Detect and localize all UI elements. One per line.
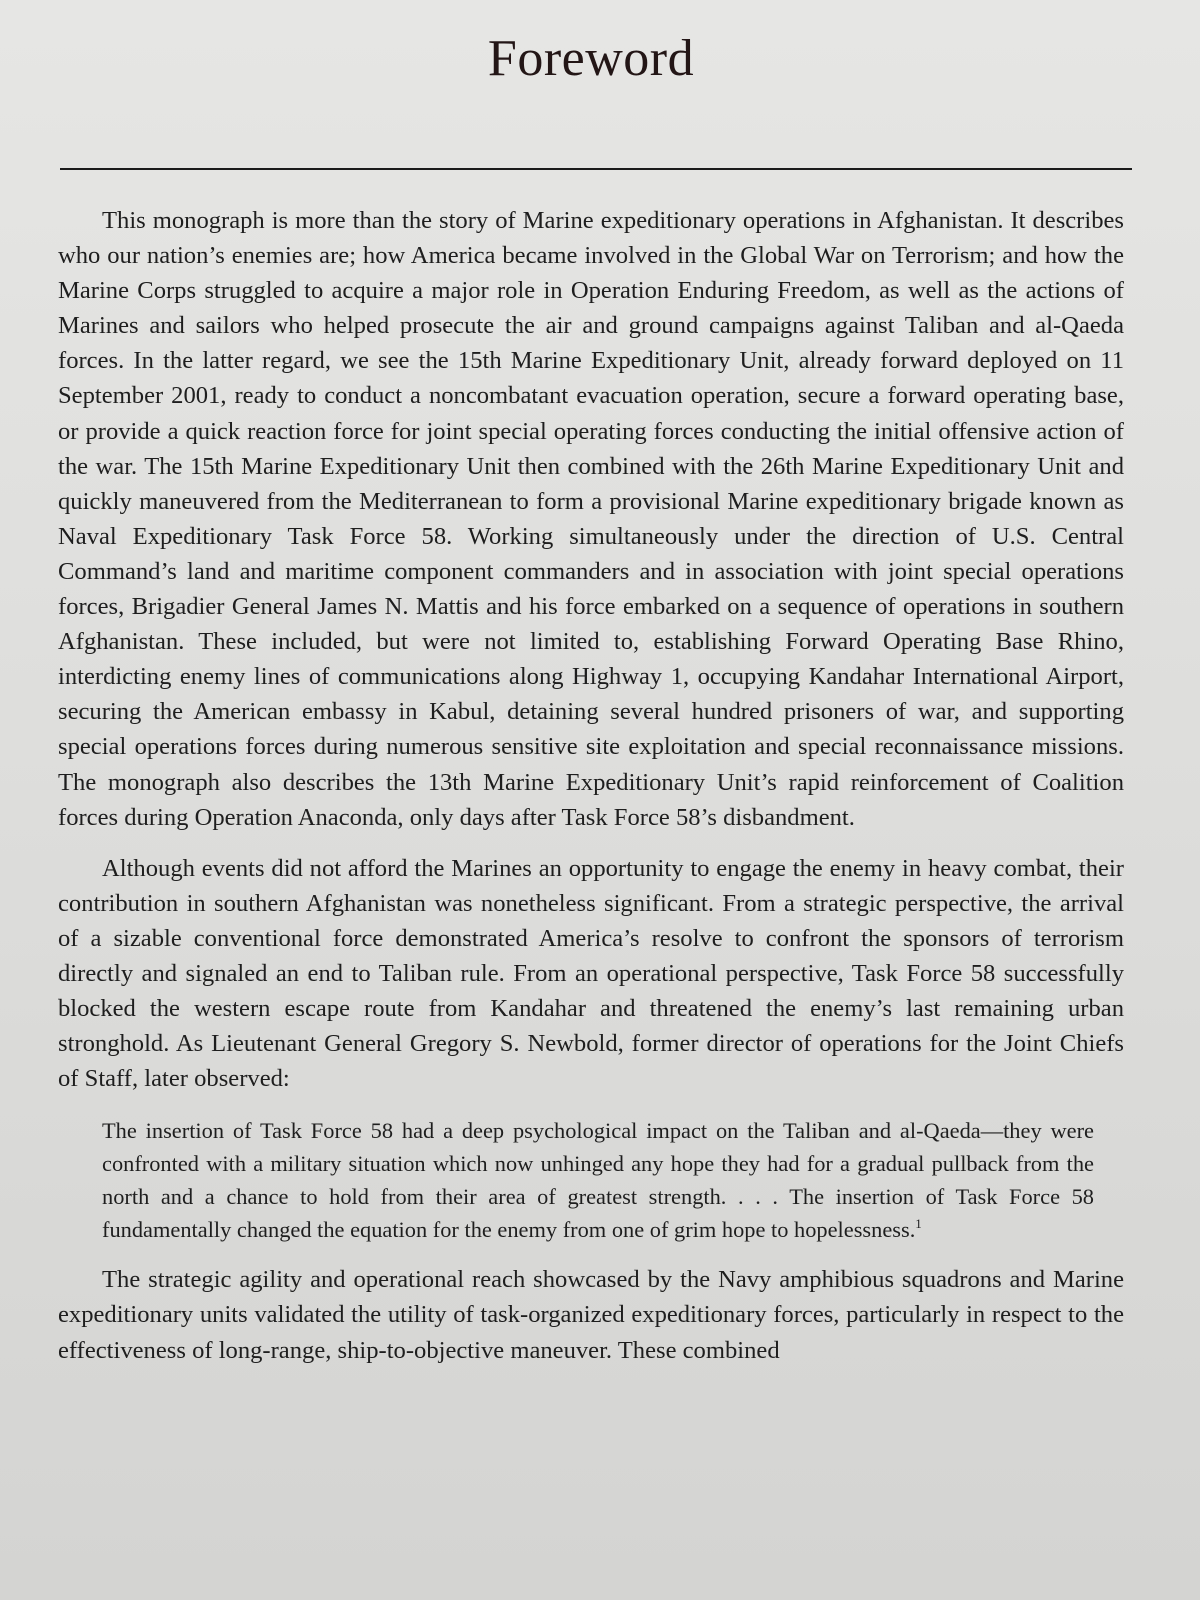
- paragraph-2: Although events did not afford the Marines an opportunity to engage the enemy in heavy combat, their contribution in southern Afghanistan was nonetheless significant. From a strategic perspective, the arrival of a sizable conventional force demonstrated America’s resolve to confront the sponsors of terrorism directly and signaled an end to Taliban rule. From an operational perspective, Task Force 58 successfully blocked the western escape route from Kandahar and threatened the enemy’s last remaining urban stronghold. As Lieutenant General Gregory S. Newbold, former director of operations for the Joint Chiefs of Staff, later observed:: [58, 854, 1124, 1093]
- page-title: Foreword: [487, 30, 695, 87]
- paragraph-3: The strategic agility and operational reach showcased by the Navy amphibious squadrons and Marine expeditionary units validated the utility of task-organized expeditionary forces, particularly in respect to the effectiveness of long-range, ship-to-objective maneuver. These combined: [58, 1266, 1124, 1364]
- block-quote-text: The insertion of Task Force 58 had a deep psychological impact on the Taliban and al-Qaeda—they were confronted with a military situation which now unhinged any hope they had for a gradual pullback from the north and a chance to hold from their area of greatest strength. . . . The insertion of Task Force 58 fundamentally changed the equation for the enemy from one of grim hope to hopelessness.: [102, 1118, 1094, 1243]
- body-text: [58, 203, 1124, 1368]
- footnote-marker: 1: [915, 1216, 922, 1232]
- block-quote: [102, 1114, 1094, 1246]
- title-rule: [60, 168, 1132, 170]
- paragraph-1: This monograph is more than the story of Marine expeditionary operations in Afghanistan. It describes who our nation’s enemies are; how America became involved in the Global War on Terrorism; and how the Marine Corps struggled to acquire a major role in Operation Enduring Freedom, as well as the actions of Marines and sailors who helped prosecute the air and ground campaigns against Taliban and al-Qaeda forces. In the latter regard, we see the 15th Marine Expeditionary Unit, already forward deployed on 11 September 2001, ready to conduct a noncombatant evacuation operation, secure a forward operating base, or provide a quick reaction force for joint special operating forces conducting the initial offensive action of the war. The 15th Marine Expeditionary Unit then combined with the 26th Marine Expeditionary Unit and quickly maneuvered from the Mediterranean to form a provisional Marine expeditionary brigade known as Naval Expeditionary Task Force 58. Working simultaneously under the direction of U.S. Central Command’s land and maritime component commanders and in association with joint special operations forces, Brigadier General James N. Mattis and his force embarked on a sequence of operations in southern Afghanistan. These included, but were not limited to, establishing Forward Operating Base Rhino, interdicting enemy lines of communications along Highway 1, occupying Kandahar International Airport, securing the American embassy in Kabul, detaining several hundred prisoners of war, and supporting special operations forces during numerous sensitive site exploitation and special reconnaissance missions. The monograph also describes the 13th Marine Expeditionary Unit’s rapid reinforcement of Coalition forces during Operation Anaconda, only days after Task Force 58’s disbandment.: [58, 207, 1124, 831]
